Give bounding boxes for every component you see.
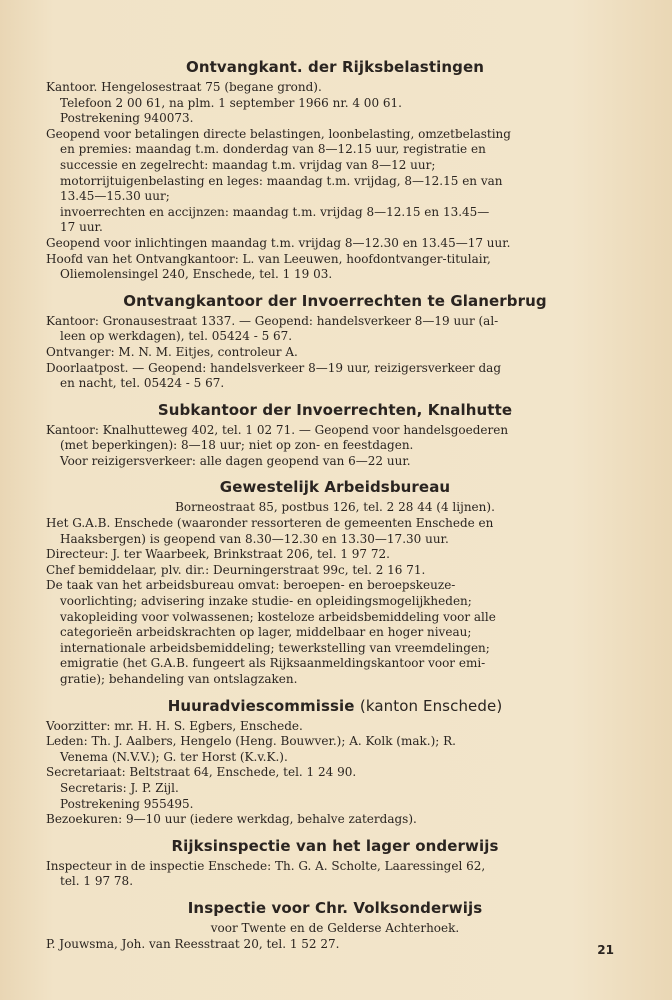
text-line: Voorzitter: mr. H. H. S. Egbers, Enschede. <box>46 718 303 733</box>
text-line: Postrekening 940073. <box>60 111 194 126</box>
section-title <box>46 899 624 918</box>
text-line: Kantoor: Knalhutteweg 402, tel. 1 02 71. — Geopend voor handelsgoederen <box>46 422 509 437</box>
section-title-text: Subkantoor der Invoerrechten, Knalhutte <box>157 400 513 419</box>
text-line: tel. 1 97 78. <box>60 874 134 889</box>
text-line: Geopend voor betalingen directe belastingen, loonbelasting, omzetbelasting <box>46 126 511 141</box>
text-line: Ontvanger: M. N. M. Eitjes, controleur A. <box>46 344 298 359</box>
text-line: Leden: Th. J. Aalbers, Hengelo (Heng. Bouwver.); A. Kolk (mak.); R. <box>46 734 456 749</box>
text-line: Kantoor. Hengelosestraat 75 (begane grond). <box>46 80 322 94</box>
text-line: Doorlaatpost. — Geopend: handelsverkeer 8—19 uur, reizigersverkeer dag <box>46 360 501 375</box>
text-line: invoerrechten en accijnzen: maandag t.m. vrijdag 8—12.15 en 13.45— <box>60 204 490 219</box>
section-title <box>46 292 624 311</box>
text-line: Chef bemiddelaar, plv. dir.: Deurningerstraat 99c, tel. 2 16 71. <box>46 562 426 577</box>
section-title-text: Gewestelijk Arbeidsbureau <box>219 478 451 497</box>
text-line: Secretariaat: Beltstraat 64, Enschede, tel. 1 24 90. <box>46 765 357 780</box>
text-line: Venema (N.V.V.); G. ter Horst (K.v.K.). <box>60 749 288 764</box>
section-title-text: Rijksinspectie van het lager onderwijs <box>171 836 499 855</box>
text-line: Directeur: J. ter Waarbeek, Brinkstraat 206, tel. 1 97 72. <box>46 547 390 562</box>
text-line: Inspecteur in de inspectie Enschede: Th. G. A. Scholte, Laaressingel 62, <box>46 858 486 873</box>
text-line: Postrekening 955495. <box>60 796 194 811</box>
text-line: Het G.A.B. Enschede (waaronder ressorteren de gemeenten Enschede en <box>46 516 494 531</box>
section-title <box>46 58 624 77</box>
text-line: vakopleiding voor volwassenen; kosteloze arbeidsbemiddeling voor alle <box>60 609 496 624</box>
text-line: Geopend voor inlichtingen maandag t.m. vrijdag 8—12.30 en 13.45—17 uur. <box>46 235 511 250</box>
text-line: en premies: maandag t.m. donderdag van 8—12.15 uur, registratie en <box>60 142 486 157</box>
section-title-text: Ontvangkant. der Rijksbelastingen <box>185 58 485 76</box>
section-subtitle: voor Twente en de Gelderse Achterhoek. <box>210 920 460 935</box>
section-title-extra: (kanton Enschede) <box>359 696 503 715</box>
text-line: (met beperkingen): 8—18 uur; niet op zon- en feestdagen. <box>60 438 414 453</box>
section-title <box>46 837 624 856</box>
text-line: gratie); behandeling van ontslagzaken. <box>60 672 298 686</box>
section-title-text: Ontvangkantoor der Invoerrechten te Glanerbrug <box>123 291 547 310</box>
section-title <box>46 401 624 420</box>
text-line: Telefoon 2 00 61, na plm. 1 september 1966 nr. 4 00 61. <box>60 95 402 110</box>
section-title <box>46 697 624 716</box>
text-line: emigratie (het G.A.B. fungeert als Rijksaanmeldingskantoor voor emi- <box>60 656 486 671</box>
text-line: 13.45—15.30 uur; <box>60 189 170 204</box>
text-line: Oliemolensingel 240, Enschede, tel. 1 19 03. <box>60 267 333 282</box>
section-title-text: Inspectie voor Chr. Volksonderwijs <box>187 898 483 917</box>
section-title <box>46 478 624 497</box>
document-page <box>46 58 624 952</box>
text-line: De taak van het arbeidsbureau omvat: beroepen- en beroepskeuze- <box>46 578 456 593</box>
text-line: Kantoor: Gronausestraat 1337. — Geopend: handelsverkeer 8—19 uur (al- <box>46 313 499 328</box>
text-line: 17 uur. <box>60 220 103 235</box>
text-line: Hoofd van het Ontvangkantoor: L. van Leeuwen, hoofdontvanger-titulair, <box>46 251 491 266</box>
text-line: categorieën arbeidskrachten op lager, middelbaar en hoger niveau; <box>60 625 472 640</box>
text-line: Haaksbergen) is geopend van 8.30—12.30 en 13.30—17.30 uur. <box>60 531 449 546</box>
page-number: 21 <box>597 943 614 957</box>
text-line: Voor reizigersverkeer: alle dagen geopend van 6—22 uur. <box>60 453 411 468</box>
text-line: motorrijtuigenbelasting en leges: maandag t.m. vrijdag, 8—12.15 en van <box>60 173 503 188</box>
text-line: P. Jouwsma, Joh. van Reesstraat 20, tel. 1 52 27. <box>46 936 340 951</box>
text-line: Bezoekuren: 9—10 uur (iedere werkdag, behalve zaterdags). <box>46 812 417 827</box>
text-line: leen op werkdagen), tel. 05424 - 5 67. <box>60 329 293 344</box>
section-subtitle: Borneostraat 85, postbus 126, tel. 2 28 44 (4 lijnen). <box>175 500 495 515</box>
text-line: successie en zegelrecht: maandag t.m. vrijdag van 8—12 uur; <box>60 157 436 172</box>
text-line: en nacht, tel. 05424 - 5 67. <box>60 376 225 391</box>
text-line: voorlichting; advisering inzake studie- en opleidingsmogelijkheden; <box>60 594 472 609</box>
section-title-text: Huuradviescommissie <box>167 696 355 715</box>
text-line: internationale arbeidsbemiddeling; tewerkstelling van vreemdelingen; <box>60 640 490 655</box>
text-line: Secretaris: J. P. Zijl. <box>60 780 179 795</box>
